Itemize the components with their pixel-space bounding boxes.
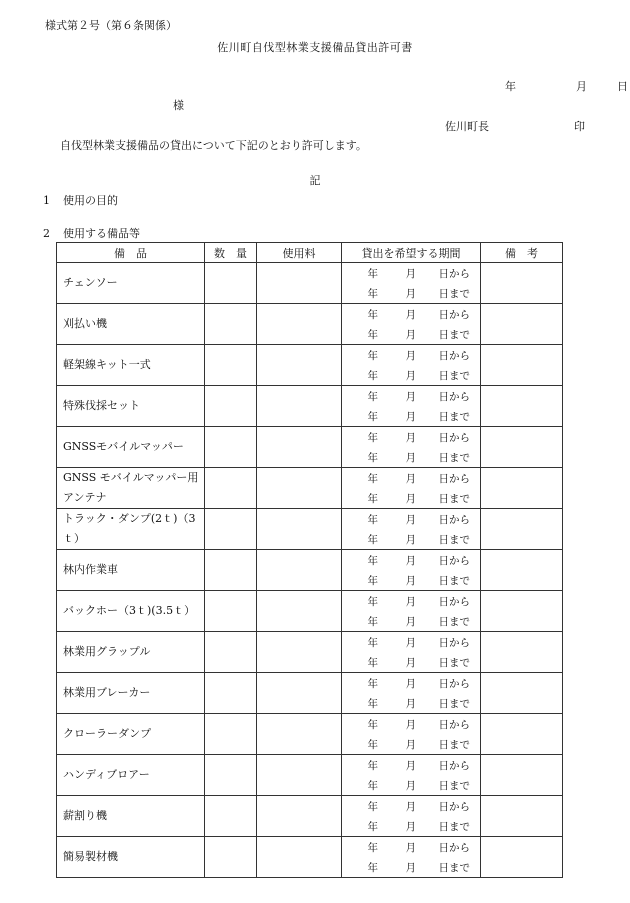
period-from-label: 日から bbox=[438, 267, 470, 280]
fee-cell[interactable] bbox=[257, 714, 342, 755]
period-year-label: 年 bbox=[367, 677, 378, 690]
remarks-cell[interactable] bbox=[481, 550, 563, 591]
period-until-line bbox=[342, 775, 480, 795]
period-until-line bbox=[342, 611, 480, 631]
quantity-cell[interactable] bbox=[205, 468, 257, 509]
period-until-line bbox=[342, 365, 480, 385]
remarks-cell[interactable] bbox=[481, 427, 563, 468]
quantity-cell[interactable] bbox=[205, 837, 257, 878]
remarks-cell[interactable] bbox=[481, 468, 563, 509]
date-year: 年 bbox=[505, 80, 516, 93]
period-month-label: 月 bbox=[405, 718, 416, 731]
fee-cell[interactable] bbox=[257, 673, 342, 714]
section-label: 使用の目的 bbox=[63, 194, 118, 207]
period-from-line bbox=[342, 550, 480, 570]
period-from-line bbox=[342, 427, 480, 447]
period-until-line bbox=[342, 406, 480, 426]
table-row bbox=[57, 427, 563, 468]
period-month-label: 月 bbox=[405, 738, 416, 751]
period-until-line bbox=[342, 488, 480, 508]
quantity-cell[interactable] bbox=[205, 796, 257, 837]
fee-cell[interactable] bbox=[257, 632, 342, 673]
quantity-cell[interactable] bbox=[205, 755, 257, 796]
fee-cell[interactable] bbox=[257, 345, 342, 386]
period-month-label: 月 bbox=[405, 595, 416, 608]
period-month-label: 月 bbox=[405, 513, 416, 526]
period-cell[interactable] bbox=[342, 427, 481, 468]
remarks-cell[interactable] bbox=[481, 386, 563, 427]
remarks-cell[interactable] bbox=[481, 591, 563, 632]
period-until-line bbox=[342, 570, 480, 590]
table-row bbox=[57, 468, 563, 509]
equipment-name: ハンディブロアー bbox=[57, 755, 205, 796]
period-year-label: 年 bbox=[367, 390, 378, 403]
table-row bbox=[57, 509, 563, 550]
equipment-name: GNSSモバイルマッパー bbox=[57, 427, 205, 468]
quantity-cell[interactable] bbox=[205, 345, 257, 386]
fee-cell[interactable] bbox=[257, 468, 342, 509]
date-line bbox=[505, 80, 628, 94]
period-from-label: 日から bbox=[438, 431, 470, 444]
remarks-cell[interactable] bbox=[481, 796, 563, 837]
period-until-line bbox=[342, 816, 480, 836]
period-month-label: 月 bbox=[405, 677, 416, 690]
period-year-label: 年 bbox=[367, 779, 378, 792]
period-until-label: 日まで bbox=[438, 697, 470, 710]
quantity-cell[interactable] bbox=[205, 550, 257, 591]
header-quantity: 数 量 bbox=[205, 243, 257, 263]
period-until-label: 日まで bbox=[438, 738, 470, 751]
period-cell[interactable] bbox=[342, 550, 481, 591]
equipment-name: 刈払い機 bbox=[57, 304, 205, 345]
remarks-cell[interactable] bbox=[481, 345, 563, 386]
fee-cell[interactable] bbox=[257, 550, 342, 591]
period-year-label: 年 bbox=[367, 554, 378, 567]
equipment-name: バックホー（3ｔ)(3.5ｔ） bbox=[57, 591, 205, 632]
period-month-label: 月 bbox=[405, 451, 416, 464]
period-until-label: 日まで bbox=[438, 410, 470, 423]
remarks-cell[interactable] bbox=[481, 673, 563, 714]
table-row bbox=[57, 632, 563, 673]
equipment-name: 特殊伐採セット bbox=[57, 386, 205, 427]
period-from-label: 日から bbox=[438, 636, 470, 649]
period-until-line bbox=[342, 324, 480, 344]
period-from-label: 日から bbox=[438, 472, 470, 485]
period-year-label: 年 bbox=[367, 595, 378, 608]
equipment-name: 簡易製材機 bbox=[57, 837, 205, 878]
period-from-line bbox=[342, 632, 480, 652]
period-month-label: 月 bbox=[405, 861, 416, 874]
period-until-label: 日まで bbox=[438, 656, 470, 669]
header-item: 備 品 bbox=[57, 243, 205, 263]
quantity-cell[interactable] bbox=[205, 304, 257, 345]
period-month-label: 月 bbox=[405, 554, 416, 567]
period-month-label: 月 bbox=[405, 349, 416, 362]
period-year-label: 年 bbox=[367, 636, 378, 649]
fee-cell[interactable] bbox=[257, 427, 342, 468]
period-year-label: 年 bbox=[367, 718, 378, 731]
equipment-name: GNSS モバイルマッパー用アンテナ bbox=[57, 468, 205, 509]
period-from-line bbox=[342, 796, 480, 816]
period-year-label: 年 bbox=[367, 328, 378, 341]
period-until-label: 日まで bbox=[438, 861, 470, 874]
period-month-label: 月 bbox=[405, 697, 416, 710]
period-until-line bbox=[342, 857, 480, 877]
period-from-label: 日から bbox=[438, 718, 470, 731]
period-month-label: 月 bbox=[405, 328, 416, 341]
period-year-label: 年 bbox=[367, 472, 378, 485]
quantity-cell[interactable] bbox=[205, 673, 257, 714]
period-cell[interactable] bbox=[342, 345, 481, 386]
period-cell[interactable] bbox=[342, 755, 481, 796]
fee-cell[interactable] bbox=[257, 837, 342, 878]
header-fee: 使用料 bbox=[257, 243, 342, 263]
period-month-label: 月 bbox=[405, 472, 416, 485]
period-from-line bbox=[342, 509, 480, 529]
equipment-name: 林内作業車 bbox=[57, 550, 205, 591]
period-from-line bbox=[342, 755, 480, 775]
period-until-line bbox=[342, 447, 480, 467]
period-month-label: 月 bbox=[405, 390, 416, 403]
period-year-label: 年 bbox=[367, 308, 378, 321]
period-from-label: 日から bbox=[438, 513, 470, 526]
section-number: 1 bbox=[43, 194, 50, 207]
period-month-label: 月 bbox=[405, 759, 416, 772]
equipment-name: 林業用グラップル bbox=[57, 632, 205, 673]
table-header-row bbox=[57, 243, 563, 263]
period-from-label: 日から bbox=[438, 677, 470, 690]
period-from-label: 日から bbox=[438, 308, 470, 321]
table-row bbox=[57, 304, 563, 345]
fee-cell[interactable] bbox=[257, 796, 342, 837]
period-month-label: 月 bbox=[405, 287, 416, 300]
period-until-label: 日まで bbox=[438, 451, 470, 464]
period-until-line bbox=[342, 734, 480, 754]
quantity-cell[interactable] bbox=[205, 714, 257, 755]
period-year-label: 年 bbox=[367, 759, 378, 772]
period-month-label: 月 bbox=[405, 820, 416, 833]
equipment-name: トラック・ダンプ(2ｔ)（3ｔ） bbox=[57, 509, 205, 550]
period-year-label: 年 bbox=[367, 841, 378, 854]
period-until-label: 日まで bbox=[438, 820, 470, 833]
table-row bbox=[57, 263, 563, 304]
period-year-label: 年 bbox=[367, 492, 378, 505]
table-row bbox=[57, 673, 563, 714]
table-row bbox=[57, 796, 563, 837]
date-day: 日 bbox=[617, 80, 628, 93]
table-row bbox=[57, 550, 563, 591]
period-month-label: 月 bbox=[405, 431, 416, 444]
header-period: 貸出を希望する期間 bbox=[342, 243, 481, 263]
period-until-line bbox=[342, 652, 480, 672]
period-year-label: 年 bbox=[367, 697, 378, 710]
period-until-label: 日まで bbox=[438, 574, 470, 587]
period-year-label: 年 bbox=[367, 861, 378, 874]
form-number: 様式第２号（第６条関係） bbox=[45, 19, 177, 32]
equipment-name: クローラーダンプ bbox=[57, 714, 205, 755]
table-row bbox=[57, 755, 563, 796]
period-cell[interactable] bbox=[342, 304, 481, 345]
fee-cell[interactable] bbox=[257, 304, 342, 345]
period-year-label: 年 bbox=[367, 451, 378, 464]
ki-heading: 記 bbox=[309, 174, 321, 187]
remarks-cell[interactable] bbox=[481, 755, 563, 796]
period-from-line bbox=[342, 714, 480, 734]
equipment-name: 薪割り機 bbox=[57, 796, 205, 837]
period-month-label: 月 bbox=[405, 410, 416, 423]
remarks-cell[interactable] bbox=[481, 509, 563, 550]
header-remarks: 備 考 bbox=[481, 243, 563, 263]
addressee-suffix: 様 bbox=[173, 99, 184, 112]
period-from-label: 日から bbox=[438, 595, 470, 608]
fee-cell[interactable] bbox=[257, 755, 342, 796]
period-until-label: 日まで bbox=[438, 615, 470, 628]
period-from-line bbox=[342, 468, 480, 488]
section-label: 使用する備品等 bbox=[63, 227, 140, 240]
equipment-table bbox=[56, 242, 563, 878]
period-cell[interactable] bbox=[342, 468, 481, 509]
remarks-cell[interactable] bbox=[481, 304, 563, 345]
quantity-cell[interactable] bbox=[205, 632, 257, 673]
period-year-label: 年 bbox=[367, 410, 378, 423]
period-until-label: 日まで bbox=[438, 779, 470, 792]
period-from-label: 日から bbox=[438, 841, 470, 854]
period-year-label: 年 bbox=[367, 533, 378, 546]
quantity-cell[interactable] bbox=[205, 509, 257, 550]
remarks-cell[interactable] bbox=[481, 632, 563, 673]
equipment-name: 林業用ブレーカー bbox=[57, 673, 205, 714]
fee-cell[interactable] bbox=[257, 591, 342, 632]
period-cell[interactable] bbox=[342, 796, 481, 837]
period-from-line bbox=[342, 345, 480, 365]
period-from-line bbox=[342, 673, 480, 693]
period-year-label: 年 bbox=[367, 431, 378, 444]
period-month-label: 月 bbox=[405, 656, 416, 669]
period-month-label: 月 bbox=[405, 800, 416, 813]
date-month: 月 bbox=[576, 80, 587, 93]
body-text: 自伐型林業支援備品の貸出について下記のとおり許可します。 bbox=[60, 139, 367, 152]
quantity-cell[interactable] bbox=[205, 591, 257, 632]
period-month-label: 月 bbox=[405, 492, 416, 505]
period-year-label: 年 bbox=[367, 369, 378, 382]
period-from-label: 日から bbox=[438, 759, 470, 772]
table-row bbox=[57, 837, 563, 878]
fee-cell[interactable] bbox=[257, 509, 342, 550]
period-cell[interactable] bbox=[342, 632, 481, 673]
seal-mark: 印 bbox=[574, 120, 585, 133]
section-purpose bbox=[43, 194, 118, 208]
period-until-label: 日まで bbox=[438, 533, 470, 546]
equipment-name: チェンソー bbox=[57, 263, 205, 304]
period-year-label: 年 bbox=[367, 738, 378, 751]
period-year-label: 年 bbox=[367, 287, 378, 300]
period-from-line bbox=[342, 386, 480, 406]
table-row bbox=[57, 714, 563, 755]
quantity-cell[interactable] bbox=[205, 263, 257, 304]
fee-cell[interactable] bbox=[257, 263, 342, 304]
period-from-label: 日から bbox=[438, 390, 470, 403]
table-row bbox=[57, 386, 563, 427]
period-year-label: 年 bbox=[367, 513, 378, 526]
period-from-line bbox=[342, 591, 480, 611]
period-until-label: 日まで bbox=[438, 369, 470, 382]
period-year-label: 年 bbox=[367, 349, 378, 362]
period-month-label: 月 bbox=[405, 308, 416, 321]
period-month-label: 月 bbox=[405, 369, 416, 382]
period-until-line bbox=[342, 529, 480, 549]
period-from-label: 日から bbox=[438, 800, 470, 813]
section-equipment bbox=[43, 227, 140, 241]
period-cell[interactable] bbox=[342, 673, 481, 714]
document-title: 佐川町自伐型林業支援備品貸出許可書 bbox=[217, 41, 413, 54]
issuer: 佐川町長 bbox=[445, 120, 489, 133]
period-cell[interactable] bbox=[342, 386, 481, 427]
period-from-line bbox=[342, 263, 480, 283]
fee-cell[interactable] bbox=[257, 386, 342, 427]
remarks-cell[interactable] bbox=[481, 714, 563, 755]
equipment-name: 軽架線キット一式 bbox=[57, 345, 205, 386]
period-month-label: 月 bbox=[405, 533, 416, 546]
table-row bbox=[57, 345, 563, 386]
quantity-cell[interactable] bbox=[205, 386, 257, 427]
section-number: 2 bbox=[43, 227, 50, 240]
period-until-label: 日まで bbox=[438, 287, 470, 300]
period-month-label: 月 bbox=[405, 615, 416, 628]
period-until-label: 日まで bbox=[438, 492, 470, 505]
period-until-label: 日まで bbox=[438, 328, 470, 341]
period-cell[interactable] bbox=[342, 263, 481, 304]
remarks-cell[interactable] bbox=[481, 837, 563, 878]
quantity-cell[interactable] bbox=[205, 427, 257, 468]
period-year-label: 年 bbox=[367, 615, 378, 628]
period-from-line bbox=[342, 304, 480, 324]
period-month-label: 月 bbox=[405, 779, 416, 792]
period-year-label: 年 bbox=[367, 800, 378, 813]
period-from-label: 日から bbox=[438, 554, 470, 567]
period-month-label: 月 bbox=[405, 267, 416, 280]
table-row bbox=[57, 591, 563, 632]
period-until-line bbox=[342, 283, 480, 303]
period-month-label: 月 bbox=[405, 636, 416, 649]
period-cell[interactable] bbox=[342, 509, 481, 550]
period-month-label: 月 bbox=[405, 841, 416, 854]
period-cell[interactable] bbox=[342, 591, 481, 632]
period-cell[interactable] bbox=[342, 837, 481, 878]
period-year-label: 年 bbox=[367, 574, 378, 587]
period-cell[interactable] bbox=[342, 714, 481, 755]
period-from-line bbox=[342, 837, 480, 857]
period-year-label: 年 bbox=[367, 656, 378, 669]
period-until-line bbox=[342, 693, 480, 713]
period-from-label: 日から bbox=[438, 349, 470, 362]
period-year-label: 年 bbox=[367, 267, 378, 280]
remarks-cell[interactable] bbox=[481, 263, 563, 304]
period-year-label: 年 bbox=[367, 820, 378, 833]
period-month-label: 月 bbox=[405, 574, 416, 587]
